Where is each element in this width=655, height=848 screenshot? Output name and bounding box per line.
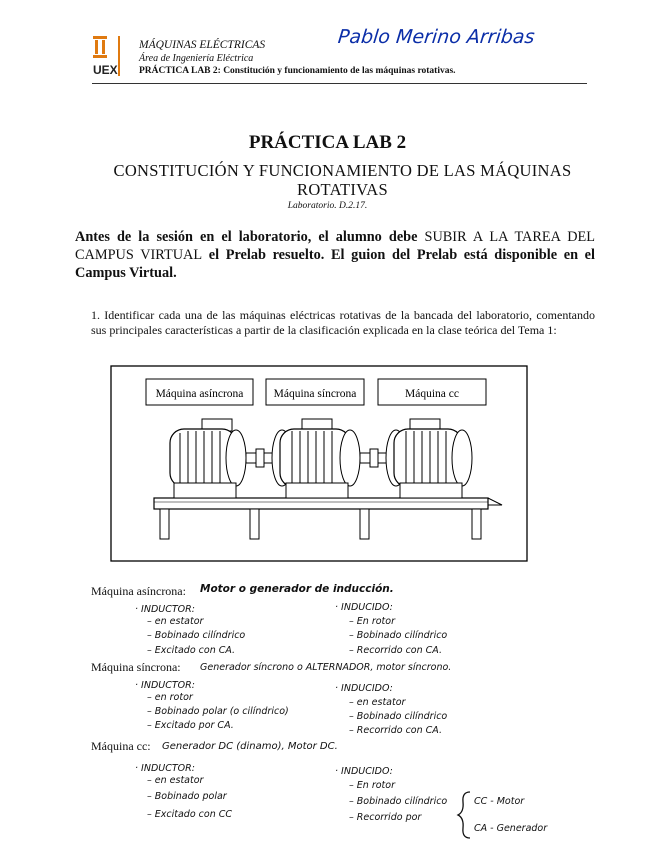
sincrona-inductor-line: – en rotor <box>147 692 193 703</box>
cc-answer: Generador DC (dinamo), Motor DC. <box>162 741 338 752</box>
asincrona-inductor-line: – en estator <box>147 616 204 627</box>
asincrona-inductor-title: · INDUCTOR: <box>135 604 195 615</box>
label-asincrona: Máquina asíncrona <box>155 388 244 400</box>
sincrona-answer: Generador síncrono o ALTERNADOR, motor síncrono. <box>200 662 452 673</box>
question-1: 1. Identificar cada una de las máquinas eléctricas rotativas de la bancada del laboratorio, comentando sus principales características a partir de la clasificación explicada en la clase teórica del Tema 1: <box>91 308 595 337</box>
notice-text-2: el Prelab resuelto. El guion del Prelab está disponible en el Campus Virtual. <box>75 247 595 281</box>
student-signature: Pablo Merino Arribas <box>336 26 536 48</box>
lab-location: Laboratorio. D.2.17. <box>287 201 368 211</box>
header-practice-label: PRÁCTICA LAB 2: <box>139 66 221 76</box>
cc-inductor-title: · INDUCTOR: <box>135 763 195 774</box>
asincrona-inductor-line: – Bobinado cilíndrico <box>147 630 246 641</box>
label-cc: Máquina cc <box>405 388 459 400</box>
sincrona-inductor-title: · INDUCTOR: <box>135 680 195 691</box>
asincrona-inducido-line: – Recorrido con CA. <box>349 645 442 656</box>
cc-inductor-line: – en estator <box>147 775 204 786</box>
label-sincrona: Máquina síncrona <box>273 388 357 400</box>
motor-asincrona <box>170 419 246 498</box>
asincrona-inducido-line: – Bobinado cilíndrico <box>349 630 448 641</box>
cc-inducido-line: – Recorrido por <box>349 812 422 823</box>
sincrona-inductor-line: – Bobinado polar (o cilíndrico) <box>147 706 289 717</box>
bench-rail <box>154 498 488 509</box>
cc-inductor-line: – Excitado con CC <box>147 809 233 820</box>
branch-brace <box>456 790 472 840</box>
cc-inducido-title: · INDUCIDO: <box>335 766 393 777</box>
asincrona-inductor-line: – Excitado con CA. <box>147 645 236 656</box>
header-rule <box>92 83 587 84</box>
header-area: Área de Ingeniería Eléctrica <box>139 53 254 64</box>
sincrona-inducido-line: – Bobinado cilíndrico <box>349 711 448 722</box>
sincrona-inducido-line: – Recorrido con CA. <box>349 725 442 736</box>
cc-label: Máquina cc: <box>91 739 151 753</box>
page-subtitle: CONSTITUCIÓN Y FUNCIONAMIENTO DE LAS MÁQUINAS ROTATIVAS <box>113 161 572 199</box>
header-practice <box>139 66 456 76</box>
asincrona-inducido-title: · INDUCIDO: <box>335 602 393 613</box>
asincrona-inducido-line: – En rotor <box>349 616 395 627</box>
cc-inducido-line: – En rotor <box>349 780 395 791</box>
cc-branch-generador: CA - Generador <box>474 823 548 834</box>
notice-highlight: SUBIR A LA TAREA DEL CAMPUS VIRTUAL <box>75 229 595 263</box>
asincrona-label: Máquina asíncrona: <box>91 584 186 598</box>
header-course: MÁQUINAS ELÉCTRICAS <box>139 39 266 51</box>
logo-text: UEX <box>93 63 118 77</box>
sincrona-inducido-line: – en estator <box>349 697 406 708</box>
header-practice-text: Constitución y funcionamiento de las máquinas rotativas. <box>223 66 456 76</box>
sincrona-inducido-title: · INDUCIDO: <box>335 683 393 694</box>
university-logo <box>92 34 132 78</box>
asincrona-answer: Motor o generador de inducción. <box>200 583 394 595</box>
prelab-notice <box>75 228 595 282</box>
cc-branch-motor: CC - Motor <box>474 796 525 807</box>
sincrona-label: Máquina síncrona: <box>91 660 181 674</box>
page-title: PRÁCTICA LAB 2 <box>248 132 407 153</box>
notice-text-1: Antes de la sesión en el laboratorio, el alumno debe <box>75 229 425 245</box>
cc-inducido-line: – Bobinado cilíndrico <box>349 796 448 807</box>
machines-bench-figure <box>110 365 528 562</box>
cc-inductor-line: – Bobinado polar <box>147 791 227 802</box>
sincrona-inductor-line: – Excitado por CA. <box>147 720 234 731</box>
